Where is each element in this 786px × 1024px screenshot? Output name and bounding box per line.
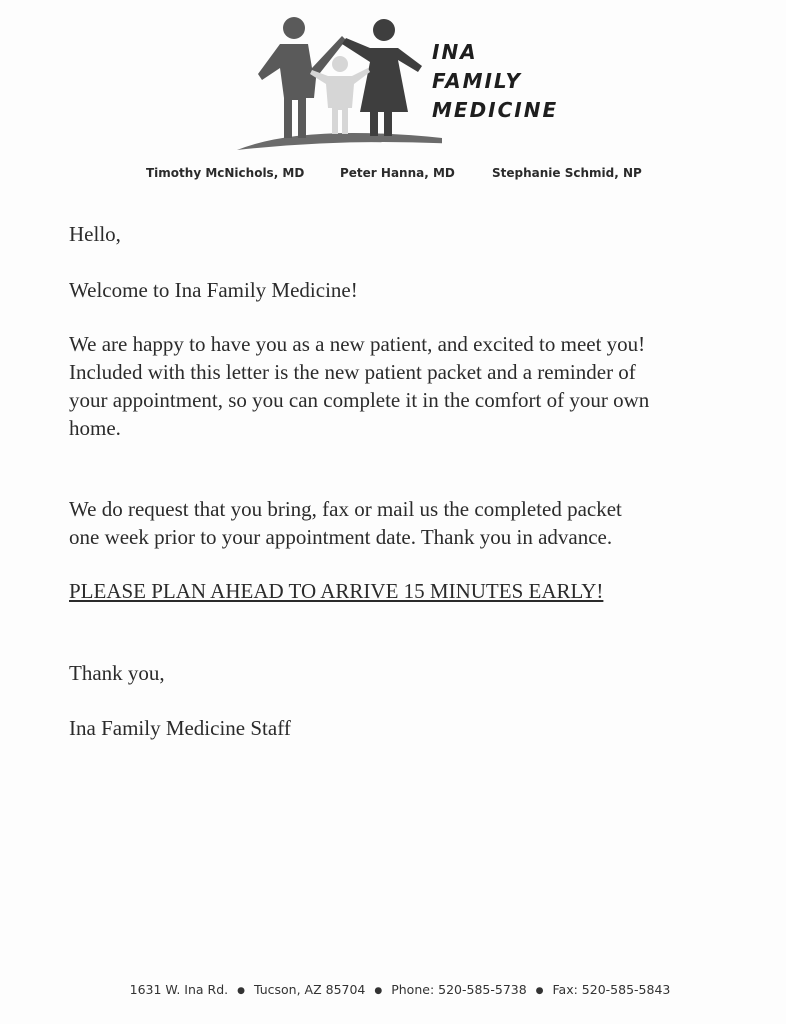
footer-fax: Fax: 520-585-5843 (552, 982, 671, 997)
welcome-line: Welcome to Ina Family Medicine! (69, 278, 358, 302)
closing: Thank you, (69, 661, 165, 685)
paragraph-line: We do request that you bring, fax or mail us the completed packet (69, 497, 622, 521)
paragraph-line: one week prior to your appointment date. Thank you in advance. (69, 525, 613, 549)
provider-name: Stephanie Schmid, NP (492, 166, 642, 180)
bullet-separator-icon: ● (237, 986, 245, 996)
arrive-early-notice: PLEASE PLAN AHEAD TO ARRIVE 15 MINUTES EARLY! (69, 579, 604, 603)
logo-line-2: FAMILY (432, 69, 523, 93)
paragraph-line: your appointment, so you can complete it in the comfort of your own (69, 388, 650, 412)
signature: Ina Family Medicine Staff (69, 716, 291, 740)
family-figures-logo-icon (232, 8, 442, 158)
logo-wordmark (432, 38, 558, 125)
letter-footer (0, 982, 786, 997)
paragraph-line: Included with this letter is the new patient packet and a reminder of (69, 360, 636, 384)
greeting: Hello, (69, 222, 121, 246)
bullet-separator-icon: ● (535, 986, 544, 996)
paragraph-line: home. (69, 416, 121, 440)
provider-name: Timothy McNichols, MD (146, 166, 305, 180)
logo-line-1: INA (432, 40, 478, 64)
footer-city: Tucson, AZ 85704 (253, 982, 366, 997)
paragraph-request (69, 495, 709, 551)
bullet-separator-icon: ● (374, 986, 383, 996)
practice-logo (232, 8, 562, 158)
paragraph-new-patient (69, 330, 739, 442)
provider-name: Peter Hanna, MD (340, 166, 455, 180)
logo-line-3: MEDICINE (432, 98, 559, 122)
footer-phone: Phone: 520-585-5738 (391, 982, 527, 997)
footer-address: 1631 W. Ina Rd. (129, 982, 229, 997)
paragraph-line: We are happy to have you as a new patient, and excited to meet you! (69, 332, 646, 356)
provider-list (0, 166, 786, 186)
